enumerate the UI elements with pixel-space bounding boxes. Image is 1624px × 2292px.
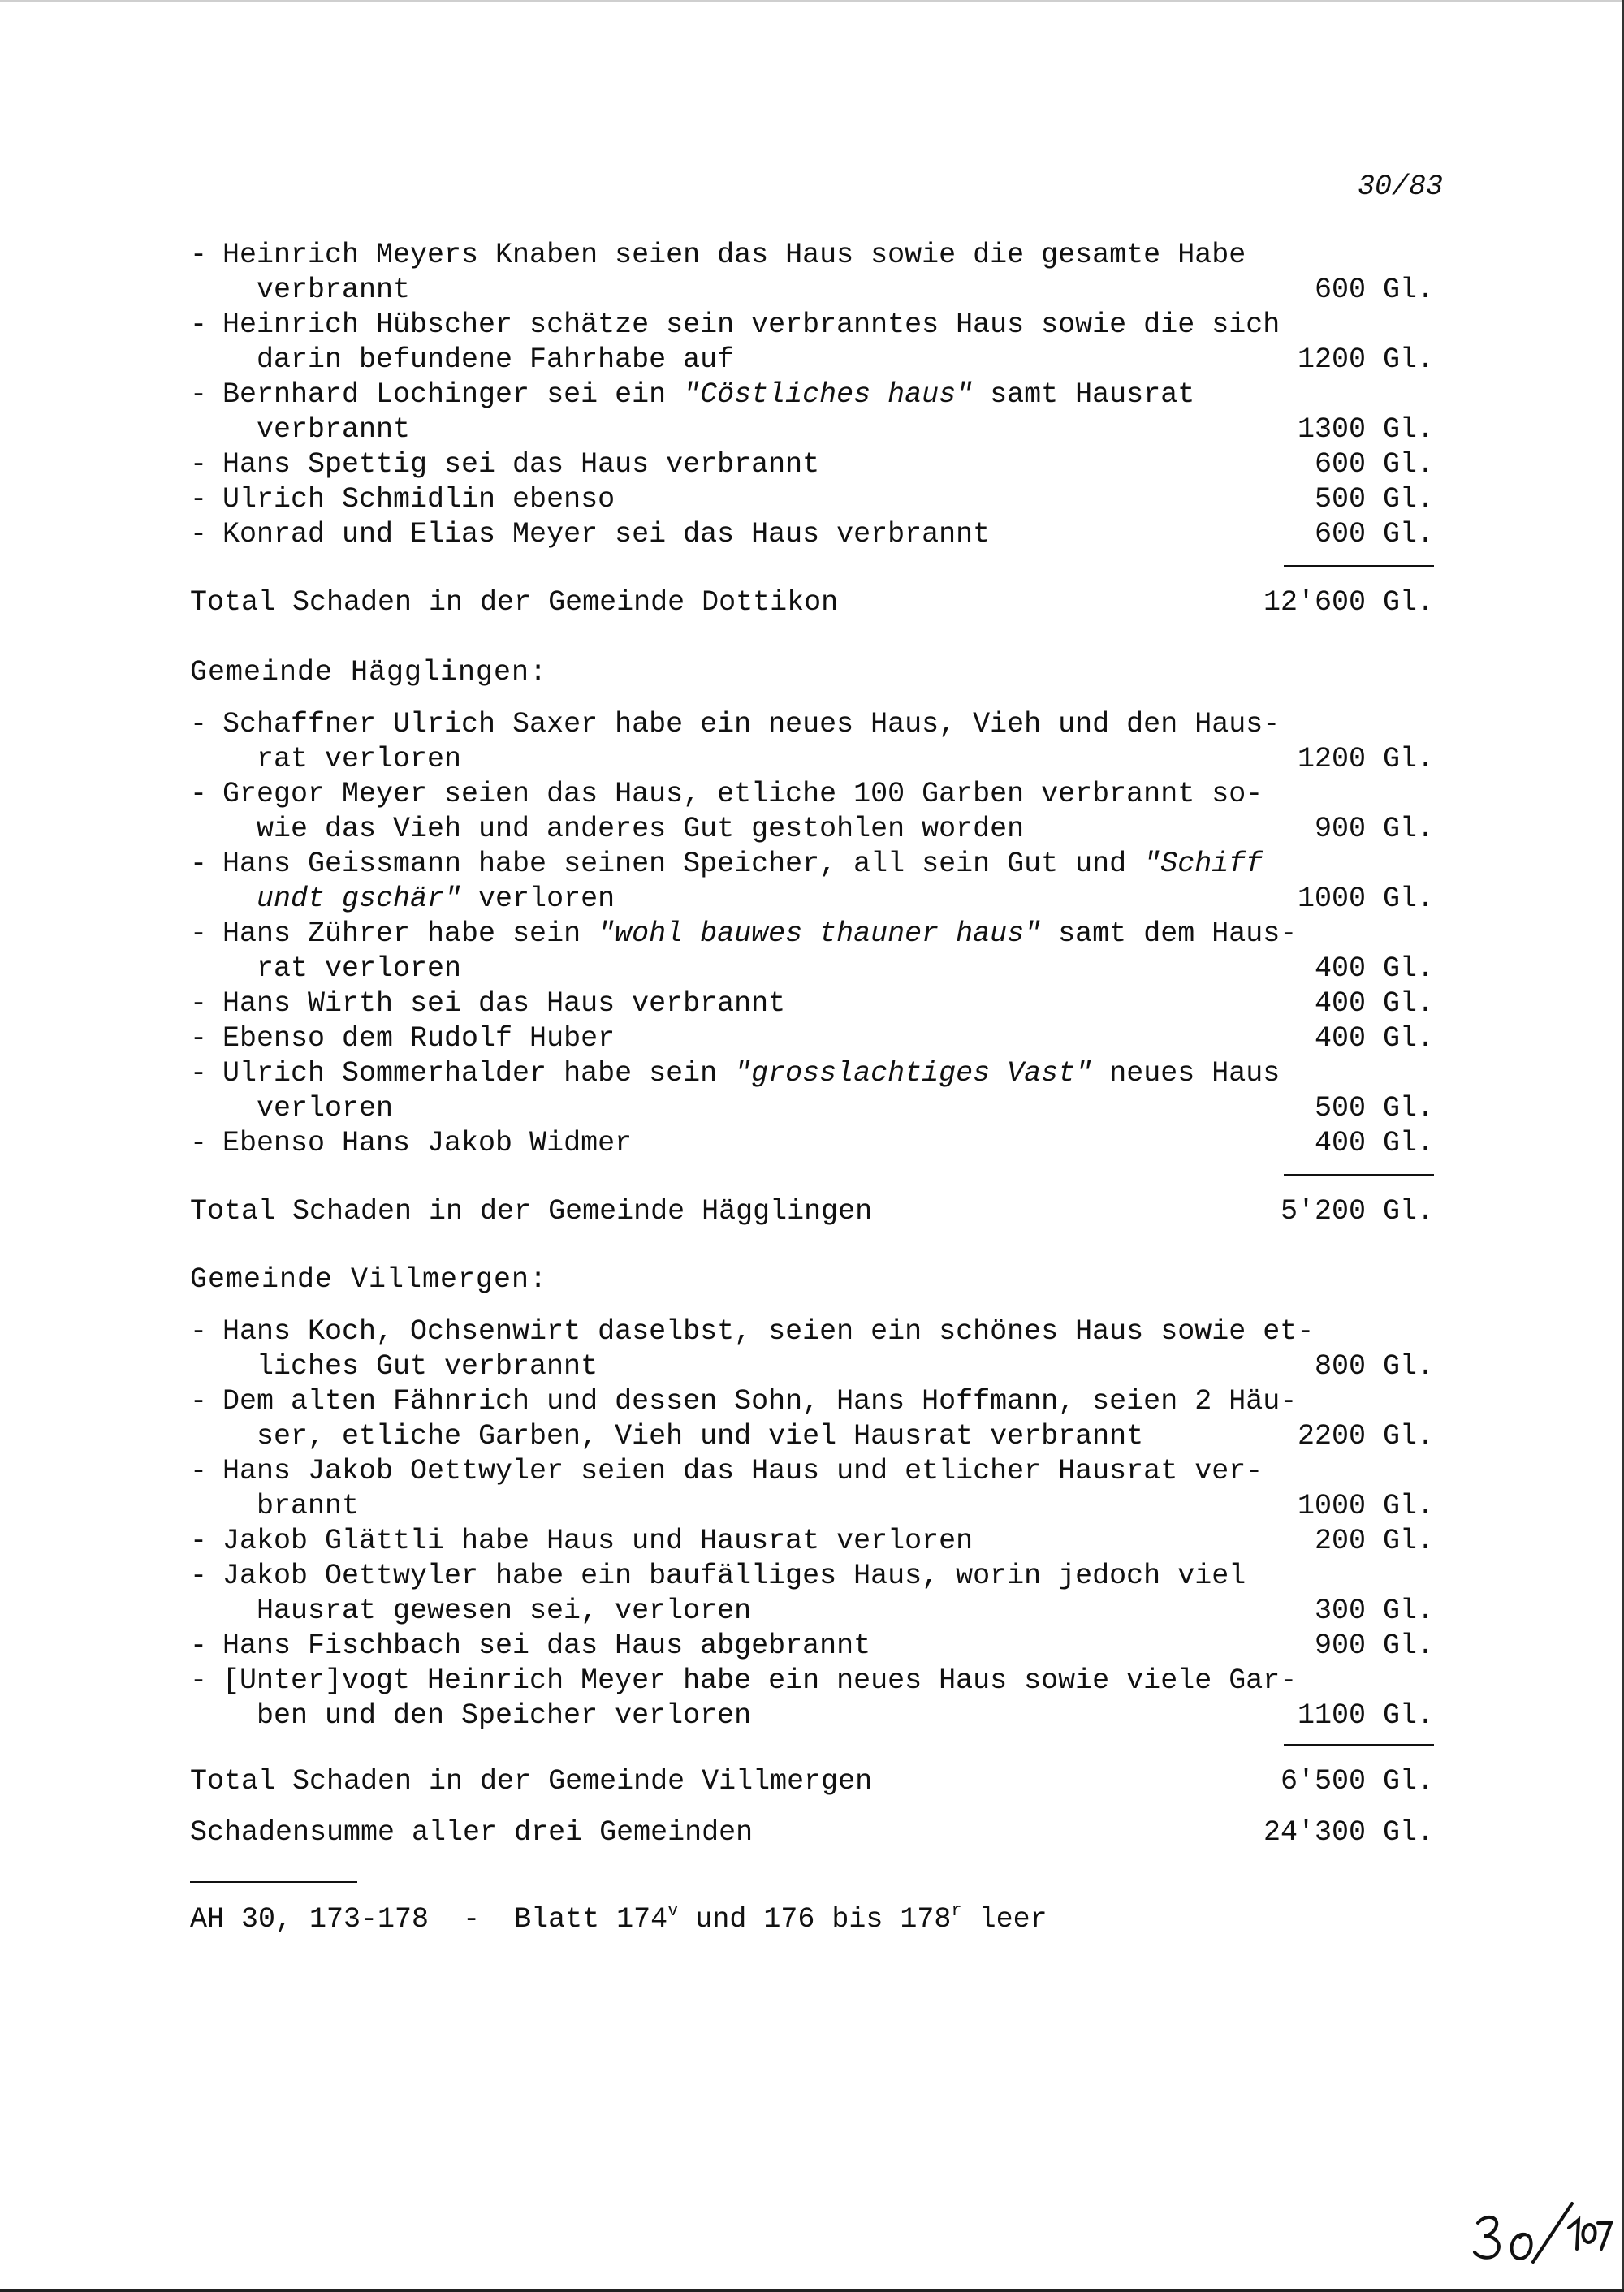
- item-text: verloren: [257, 1092, 394, 1124]
- item-amount: 600 Gl.: [1314, 274, 1434, 306]
- item-amount: 1000 Gl.: [1297, 883, 1434, 915]
- item-amount: 400 Gl.: [1314, 952, 1434, 985]
- item-amount: 600 Gl.: [1314, 448, 1434, 481]
- list-item-continuation: [190, 1698, 1434, 1733]
- footnote-separator: -: [463, 1903, 481, 1936]
- list-item: - Jakob Glättli habe Haus und Hausrat verloren 200 Gl.: [190, 1525, 1434, 1557]
- item-text: Hans Fischbach sei das Haus abgebrannt: [222, 1629, 871, 1662]
- grand-total-row: [190, 1815, 1434, 1850]
- list-item: - Hans Jakob Oettwyler seien das Haus und etlicher Hausrat ver-: [190, 1455, 1263, 1487]
- item-text: darin befundene Fahrhabe auf: [257, 343, 735, 376]
- list-item: - Dem alten Fähnrich und dessen Sohn, Hans Hoffmann, seien 2 Häu-: [190, 1385, 1298, 1418]
- footnote-rule: [190, 1881, 357, 1883]
- item-amount: 400 Gl.: [1314, 987, 1434, 1020]
- section-heading: Gemeinde Villmergen:: [190, 1263, 548, 1296]
- total-label: Total Schaden in der Gemeinde Dottikon: [190, 586, 839, 619]
- list-item: - Hans Zührer habe sein "wohl bauwes thauner haus" samt dem Haus-: [190, 917, 1298, 950]
- item-amount: 2200 Gl.: [1297, 1420, 1434, 1452]
- sum-rule: [1284, 1174, 1434, 1176]
- item-amount: 1100 Gl.: [1297, 1699, 1434, 1732]
- item-amount: 900 Gl.: [1314, 1629, 1434, 1662]
- grand-total-amount: 24'300 Gl.: [1263, 1816, 1434, 1849]
- list-item: - Ulrich Sommerhalder habe sein "grosslachtiges Vast" neues Haus: [190, 1057, 1281, 1090]
- item-text: Jakob Glättli habe Haus und Hausrat verloren: [222, 1525, 974, 1557]
- total-amount: 12'600 Gl.: [1263, 586, 1434, 619]
- item-text: Ulrich Sommerhalder habe sein: [222, 1057, 735, 1090]
- list-item: - Schaffner Ulrich Saxer habe ein neues Haus, Vieh und den Haus-: [190, 708, 1281, 740]
- total-label: Total Schaden in der Gemeinde Hägglingen: [190, 1195, 873, 1228]
- item-quote: "Cöstliches haus": [683, 378, 974, 411]
- item-amount: 1200 Gl.: [1297, 343, 1434, 376]
- item-amount: 1200 Gl.: [1297, 743, 1434, 775]
- item-text: rat verloren: [257, 743, 462, 775]
- item-text: wie das Vieh und anderes Gut gestohlen worden: [257, 813, 1025, 845]
- item-text: Hans Zührer habe sein: [222, 917, 598, 950]
- list-item-continuation: [190, 741, 1434, 777]
- item-text: liches Gut verbrannt: [257, 1350, 598, 1383]
- sum-rule: [1284, 1744, 1434, 1746]
- item-text: Hausrat gewesen sei, verloren: [257, 1595, 752, 1627]
- list-item: - Gregor Meyer seien das Haus, etliche 100 Garben verbrannt so-: [190, 778, 1263, 810]
- item-text: Hans Koch, Ochsenwirt daselbst, seien ein schönes Haus sowie et-: [222, 1315, 1315, 1348]
- page-edge-bottom: [0, 2289, 1624, 2292]
- list-item-continuation: [190, 1349, 1434, 1384]
- item-amount: 200 Gl.: [1314, 1525, 1434, 1557]
- list-item: - Ebenso dem Rudolf Huber 400 Gl.: [190, 1022, 1434, 1055]
- item-text: Gregor Meyer seien das Haus, etliche 100 Garben verbrannt so-: [222, 778, 1263, 810]
- item-quote: undt gschär": [257, 883, 462, 915]
- list-item: - Heinrich Meyers Knaben seien das Haus sowie die gesamte Habe: [190, 239, 1246, 271]
- total-row: [190, 1763, 1434, 1799]
- list-item: - Hans Geissmann habe seinen Speicher, all sein Gut und "Schiff: [190, 848, 1263, 880]
- item-text: Hans Jakob Oettwyler seien das Haus und etlicher Hausrat ver-: [222, 1455, 1263, 1487]
- total-amount: 5'200 Gl.: [1280, 1195, 1434, 1228]
- item-text: neues Haus: [1092, 1057, 1281, 1090]
- footnote: [190, 1901, 1047, 1937]
- item-amount: 400 Gl.: [1314, 1022, 1434, 1055]
- item-quote: "grosslachtiges Vast": [734, 1057, 1093, 1090]
- item-text: samt dem Haus-: [1041, 917, 1298, 950]
- list-item-continuation: [190, 1418, 1434, 1454]
- list-item-continuation: [190, 412, 1434, 447]
- item-amount: 1000 Gl.: [1297, 1490, 1434, 1522]
- item-quote: "Schiff: [1143, 848, 1263, 880]
- footnote-text: Blatt 174: [514, 1903, 668, 1936]
- list-item-continuation: [190, 272, 1434, 308]
- item-text: Schaffner Ulrich Saxer habe ein neues Haus, Vieh und den Haus-: [222, 708, 1281, 740]
- total-row: [190, 1193, 1434, 1229]
- item-text: Konrad und Elias Meyer sei das Haus verbrannt: [222, 518, 991, 550]
- list-item-continuation: [190, 951, 1434, 986]
- list-item-continuation: [190, 881, 1434, 917]
- page-number: 30/83: [1358, 170, 1444, 203]
- footnote-superscript: r: [951, 1901, 962, 1921]
- total-amount: 6'500 Gl.: [1280, 1765, 1434, 1798]
- item-text: Ebenso Hans Jakob Widmer: [222, 1127, 633, 1159]
- item-text: Ebenso dem Rudolf Huber: [222, 1022, 615, 1055]
- item-text: Hans Spettig sei das Haus verbrannt: [222, 448, 820, 481]
- grand-total-label: Schadensumme aller drei Gemeinden: [190, 1816, 754, 1849]
- item-amount: 600 Gl.: [1314, 518, 1434, 550]
- page-edge-top: [0, 0, 1624, 2]
- list-item: - [Unter]vogt Heinrich Meyer habe ein neues Haus sowie viele Gar-: [190, 1664, 1298, 1697]
- item-text: Dem alten Fähnrich und dessen Sohn, Hans Hoffmann, seien 2 Häu-: [222, 1385, 1298, 1418]
- item-amount: 500 Gl.: [1314, 1092, 1434, 1124]
- item-amount: 900 Gl.: [1314, 813, 1434, 845]
- list-item-continuation: [190, 811, 1434, 847]
- item-text: Ulrich Schmidlin ebenso: [222, 483, 615, 516]
- item-text: ser, etliche Garben, Vieh und viel Hausrat verbrannt: [257, 1420, 1144, 1452]
- list-item: - Bernhard Lochinger sei ein "Cöstliches haus" samt Hausrat: [190, 378, 1195, 411]
- item-text: Heinrich Meyers Knaben seien das Haus sowie die gesamte Habe: [222, 239, 1246, 271]
- list-item-continuation: [190, 1593, 1434, 1629]
- item-text: brannt: [257, 1490, 360, 1522]
- list-item: - Hans Koch, Ochsenwirt daselbst, seien ein schönes Haus sowie et-: [190, 1315, 1315, 1348]
- item-text: Hans Wirth sei das Haus verbrannt: [222, 987, 786, 1020]
- total-label: Total Schaden in der Gemeinde Villmergen: [190, 1765, 873, 1798]
- list-item: - Ebenso Hans Jakob Widmer 400 Gl.: [190, 1127, 1434, 1159]
- footnote-text: und 176 bis 178: [678, 1903, 952, 1936]
- item-amount: 1300 Gl.: [1297, 413, 1434, 446]
- list-item: - Hans Fischbach sei das Haus abgebrannt 900 Gl.: [190, 1629, 1434, 1662]
- item-text: verloren: [461, 883, 615, 915]
- handwritten-archive-mark: [1468, 2192, 1614, 2265]
- item-text: verbrannt: [257, 274, 411, 306]
- list-item: - Hans Spettig sei das Haus verbrannt 600 Gl.: [190, 448, 1434, 481]
- footnote-superscript: v: [667, 1901, 679, 1921]
- item-quote: "wohl bauwes thauner haus": [598, 917, 1042, 950]
- item-text: Heinrich Hübscher schätze sein verbranntes Haus sowie die sich: [222, 309, 1281, 341]
- list-item: - Konrad und Elias Meyer sei das Haus verbrannt 600 Gl.: [190, 518, 1434, 550]
- list-item: - Heinrich Hübscher schätze sein verbranntes Haus sowie die sich: [190, 309, 1281, 341]
- item-amount: 400 Gl.: [1314, 1127, 1434, 1159]
- item-text: ben und den Speicher verloren: [257, 1699, 752, 1732]
- item-text: Bernhard Lochinger sei ein: [222, 378, 684, 411]
- item-amount: 500 Gl.: [1314, 483, 1434, 516]
- item-text: verbrannt: [257, 413, 411, 446]
- sum-rule: [1284, 565, 1434, 567]
- list-item-continuation: [190, 1488, 1434, 1524]
- item-text: Hans Geissmann habe seinen Speicher, all sein Gut und: [222, 848, 1144, 880]
- footnote-text: leer: [961, 1903, 1047, 1936]
- section-heading: Gemeinde Hägglingen:: [190, 656, 548, 688]
- item-text: Jakob Oettwyler habe ein baufälliges Haus, worin jedoch viel: [222, 1560, 1246, 1592]
- item-text: samt Hausrat: [973, 378, 1195, 411]
- footnote-source: AH 30, 173-178: [190, 1903, 430, 1936]
- list-item: - Jakob Oettwyler habe ein baufälliges Haus, worin jedoch viel: [190, 1560, 1246, 1592]
- item-text: rat verloren: [257, 952, 462, 985]
- list-item-continuation: [190, 342, 1434, 378]
- item-amount: 300 Gl.: [1314, 1595, 1434, 1627]
- list-item: - Ulrich Schmidlin ebenso 500 Gl.: [190, 483, 1434, 516]
- item-amount: 800 Gl.: [1314, 1350, 1434, 1383]
- total-row: [190, 585, 1434, 620]
- item-text: [Unter]vogt Heinrich Meyer habe ein neues Haus sowie viele Gar-: [222, 1664, 1298, 1697]
- list-item: - Hans Wirth sei das Haus verbrannt 400 Gl.: [190, 987, 1434, 1020]
- list-item-continuation: [190, 1090, 1434, 1126]
